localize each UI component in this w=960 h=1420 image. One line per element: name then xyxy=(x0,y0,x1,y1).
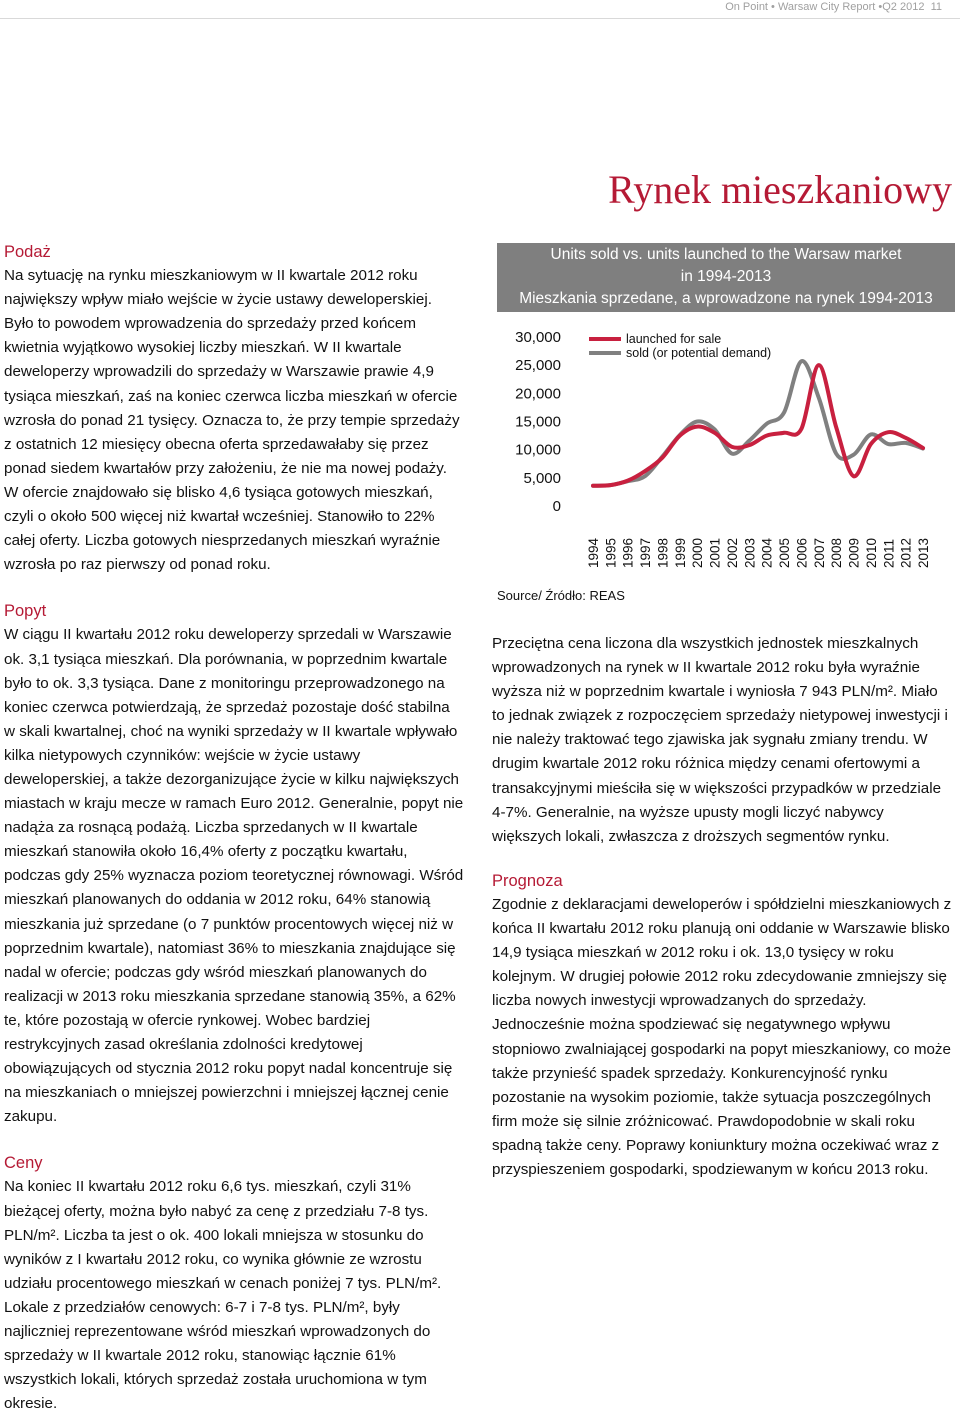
text-line: firm może się silnie zróżnicować. Prawdopodobnie w skali roku xyxy=(492,1112,915,1130)
text-line: te, które pozostają w ofercie rynkowej. Wobec bardziej xyxy=(4,1011,371,1029)
y-tick-label: 25,000 xyxy=(515,357,561,375)
chart-title-line-2: in 1994-2013 xyxy=(680,268,772,285)
text-line: kolejnym. W drugiej połowie 2012 roku zdecydowanie zmniejszy się xyxy=(492,968,947,986)
text-line: 4-7%. Generalnie, na wyższe upusty mogli liczyć nabywcy xyxy=(492,803,884,821)
text-line: liczba nowych inwestycji wprowadzanych do sprzedaży. xyxy=(492,992,867,1010)
text-line: PLN/m². Liczba ta jest o ok. 400 lokali mniejsza w stosunku do xyxy=(4,1226,424,1244)
x-tick-label: 2007 xyxy=(811,537,827,568)
x-tick-label: 2002 xyxy=(724,537,740,568)
x-tick-label: 2009 xyxy=(846,537,862,568)
text-line: Zgodnie z deklaracjami deweloperów i spółdzielni mieszkaniowych z xyxy=(492,895,952,913)
text-line: nadal w ofercie; podczas gdy wśród mieszkań planowanych do xyxy=(4,963,427,981)
x-tick-label: 2010 xyxy=(863,537,879,568)
text-line: Na koniec II kwartału 2012 roku 6,6 tys. mieszkań, czyli 31% xyxy=(4,1178,411,1196)
text-line: końca II kwartału 2012 roku planują oni oddanie w Warszawie blisko xyxy=(492,920,950,938)
popyt-heading: Popyt xyxy=(4,602,47,621)
text-line: okresie. xyxy=(4,1395,58,1413)
x-tick-label: 2011 xyxy=(881,538,897,568)
x-tick-label: 2000 xyxy=(690,537,706,568)
series-line-sold xyxy=(593,361,923,486)
x-tick-label: 1996 xyxy=(620,537,636,568)
text-line: Na sytuację na rynku mieszkaniowym w II kwartale 2012 roku xyxy=(4,267,418,285)
text-line: udziału procentowego mieszkań w cenach poniżej 7 tys. PLN/m². xyxy=(4,1274,442,1292)
y-tick-label: 0 xyxy=(552,498,561,515)
running-title-text: On Point • Warsaw City Report •Q2 2012 xyxy=(725,1,925,13)
text-line: w skali kwartalnej, choć na wyniki sprzedaży w II kwartale wpływało xyxy=(4,722,458,740)
chart-plot xyxy=(497,312,955,584)
y-tick-label: 20,000 xyxy=(515,385,561,403)
popyt-text xyxy=(4,623,470,1129)
chart-title-line-1: Units sold vs. units launched to the Warsaw market xyxy=(550,246,902,263)
x-tick-label: 2001 xyxy=(707,537,723,568)
y-tick-label: 15,000 xyxy=(515,413,561,431)
section-title: Rynek mieszkaniowy xyxy=(608,167,952,212)
text-line: z ostatnich 12 miesięcy obecna oferta sprzedawałaby się przez xyxy=(4,435,429,453)
x-tick-label: 2006 xyxy=(794,537,810,568)
prognoza-text xyxy=(492,893,958,1182)
text-line: na mieszkaniach o mniejszej powierzchni i mniejszej łącznej cenie xyxy=(4,1084,449,1102)
x-tick-label: 1999 xyxy=(672,537,688,568)
x-tick-label: 1997 xyxy=(638,537,654,568)
prognoza-heading: Prognoza xyxy=(492,871,563,890)
legend-label: launched for sale xyxy=(626,332,722,346)
y-tick-label: 30,000 xyxy=(515,329,561,346)
text-line: deweloperskiej, a także dezorganizujące życie w kilku największych xyxy=(4,770,459,788)
text-line: zakupu. xyxy=(4,1108,58,1126)
left-column xyxy=(4,240,470,1416)
text-line: Lokale z przedziałów cenowych: 6-7 i 7-8 tys. PLN/m², były xyxy=(4,1298,400,1316)
text-line: transakcyjnymi mieściła się w większości przypadków w przedziale xyxy=(492,779,942,797)
running-title xyxy=(725,1,942,13)
text-line: poprzednim kwartale), natomiast 36% to mieszkania znajdujące się xyxy=(4,939,456,957)
page-header xyxy=(0,0,960,19)
text-line: W ofercie znajdowało się blisko 4,6 tysiąca gotowych mieszkań, xyxy=(4,483,433,501)
podaz-text xyxy=(4,264,470,577)
text-line: wyższa niż w poprzednim kwartale i wyniosła 7 943 PLN/m². Miało xyxy=(492,683,938,701)
text-line: pozostanie na wysokim poziomie, także sytuacja poszczególnych xyxy=(492,1088,931,1106)
text-line: restrykcyjnych zasad określania zdolności kredytowej xyxy=(4,1036,363,1053)
text-line: wszystkich lokali, których sprzedaż została uruchomiona w tym xyxy=(4,1371,427,1389)
text-line: W ciągu II kwartału 2012 roku deweloperzy sprzedali w Warszawie xyxy=(4,626,452,644)
text-line: mieszkań stanowiła około 16,4% oferty z początku kwartału, xyxy=(4,843,408,861)
text-line: przyspieszeniem gospodarki, spodziewanym w końcu 2013 roku. xyxy=(492,1160,929,1178)
x-tick-label: 2008 xyxy=(829,537,845,568)
text-line: największy wpływ miało wejście w życie ustawy deweloperskiej. xyxy=(4,291,432,309)
text-line: sprzedaży w II kwartale 2012 roku, stanowiąc łącznie 61% xyxy=(4,1347,396,1365)
x-tick-label: 1998 xyxy=(655,537,671,568)
text-line: także przynieść spadek sprzedaży. Konkurencyjność rynku xyxy=(492,1064,888,1082)
x-tick-label: 2013 xyxy=(916,537,931,568)
ceny-continued-text xyxy=(492,632,958,849)
x-tick-label: 2012 xyxy=(898,537,914,568)
series-line-launched xyxy=(593,365,923,486)
x-tick-label: 1994 xyxy=(586,537,601,568)
right-column xyxy=(492,632,958,1182)
podaz-heading: Podaż xyxy=(4,243,51,261)
text-line: to jednak związek z rozpoczęciem sprzedaży nietypowej inwestycji i xyxy=(492,707,948,725)
chart-title-line-3: Mieszkania sprzedane, a wprowadzone na rynek 1994-2013 xyxy=(519,290,933,307)
text-line: tysiąca mieszkań, zaś na koniec czerwca liczba mieszkań w ofercie xyxy=(4,387,458,405)
text-line: wyników z I kwartału 2012 roku, co wynika głównie ze wzrostu xyxy=(4,1250,422,1268)
y-tick-label: 10,000 xyxy=(515,441,561,459)
x-tick-label: 2005 xyxy=(777,537,793,568)
chart-title-bar xyxy=(497,243,955,312)
text-line: realizacji w 2013 roku mieszkania sprzedane stanowią 35%, a 62% xyxy=(4,987,456,1005)
text-line: większych lokali, zwłaszcza z droższych segmentów rynku. xyxy=(492,827,890,845)
text-line: miastach w kraju mecze w ramach Euro 2012. Generalnie, popyt nie xyxy=(4,795,464,813)
text-line: całej oferty. Liczba gotowych niesprzedanych mieszkań wyraźnie xyxy=(4,532,441,550)
text-line: 14,9 tysiąca mieszkań w 2012 roku i ok. 13,0 tysięcy w roku xyxy=(492,944,894,962)
chart-source: Source/ Źródło: REAS xyxy=(497,588,625,603)
text-line: deweloperzy wprowadzili do sprzedaży w Warszawie prawie 4,9 xyxy=(4,363,434,381)
text-line: spadną także ceny. Poprawy koniunktury można oczekiwać wraz z xyxy=(492,1136,940,1154)
text-line: wprowadzonych na rynek w II kwartale 2012 roku była wyraźnie xyxy=(492,659,920,677)
ceny-heading: Ceny xyxy=(4,1154,43,1173)
text-line: Jednocześnie można spodziewać się negatywnego wpływu xyxy=(492,1016,891,1034)
text-line: najliczniej reprezentowane wśród mieszkań wprowadzonych do xyxy=(4,1323,431,1341)
text-line: obowiązujących od stycznia 2012 roku popyt nadal koncentruje się xyxy=(4,1060,453,1078)
text-line: kwietnia wyjątkowo wysokiej liczby mieszkań. W II kwartale xyxy=(4,339,402,357)
text-line: mieszkania już sprzedane (o 7 punktów procentowych więcej niż w xyxy=(4,915,454,933)
text-line: stopniowo zwalniającej gospodarki na popyt mieszkaniowy, co może xyxy=(492,1040,951,1058)
x-tick-label: 2004 xyxy=(759,537,775,568)
y-tick-label: 5,000 xyxy=(523,469,561,487)
text-line: ponad siedem kwartałów przy założeniu, że nie ma nowej podaży. xyxy=(4,459,447,477)
text-line: było to ok. 3,3 tysiąca. Dane z monitoringu przeprowadzonego na xyxy=(4,674,445,692)
ceny-text xyxy=(4,1175,470,1416)
text-line: bieżącej oferty, można było nabyć za cenę z przedziału 7-8 tys. xyxy=(4,1202,429,1220)
text-line: mieszkań planowanych do oddania w 2012 roku, 64% stanowią xyxy=(4,891,431,909)
text-line: kilka nietypowych czynników: wejście w życie ustawy xyxy=(4,746,361,764)
text-line: Przeciętna cena liczona dla wszystkich jednostek mieszkalnych xyxy=(492,635,919,652)
x-tick-label: 2003 xyxy=(742,537,758,568)
text-line: wzrosła do ponad 21 tysięcy. Oznacza to, że przy tempie sprzedaży xyxy=(4,411,460,429)
text-line: nie należy traktować tego zjawiska jak sygnału zmiany trendu. W xyxy=(492,731,928,749)
text-line: nadąża za rosnącą podażą. Liczba sprzedanych w II kwartale xyxy=(4,819,418,837)
chart xyxy=(497,243,955,586)
text-line: podczas gdy 25% wyznacza poziom teoretycznej równowagi. Wśród xyxy=(4,867,464,885)
text-line: ok. 3,1 tysiąca mieszkań. Dla porównania, w poprzednim kwartale xyxy=(4,650,448,668)
text-line: koniec czerwca potwierdzają, że sprzedaż pozostaje dość stabilna xyxy=(4,698,450,716)
text-line: drugim kwartale 2012 roku różnica między cenami ofertowymi a xyxy=(492,755,920,773)
page-number: 11 xyxy=(930,1,942,13)
legend-label: sold (or potential demand) xyxy=(626,346,772,360)
text-line: wzrosła po raz pierwszy od ponad roku. xyxy=(4,556,271,574)
text-line: Było to powodem wprowadzenia do sprzedaży przed końcem xyxy=(4,315,416,333)
x-tick-label: 1995 xyxy=(603,537,619,568)
text-line: czyli o około 500 więcej niż kwartał wcześniej. Stanowiło to 22% xyxy=(4,508,435,526)
